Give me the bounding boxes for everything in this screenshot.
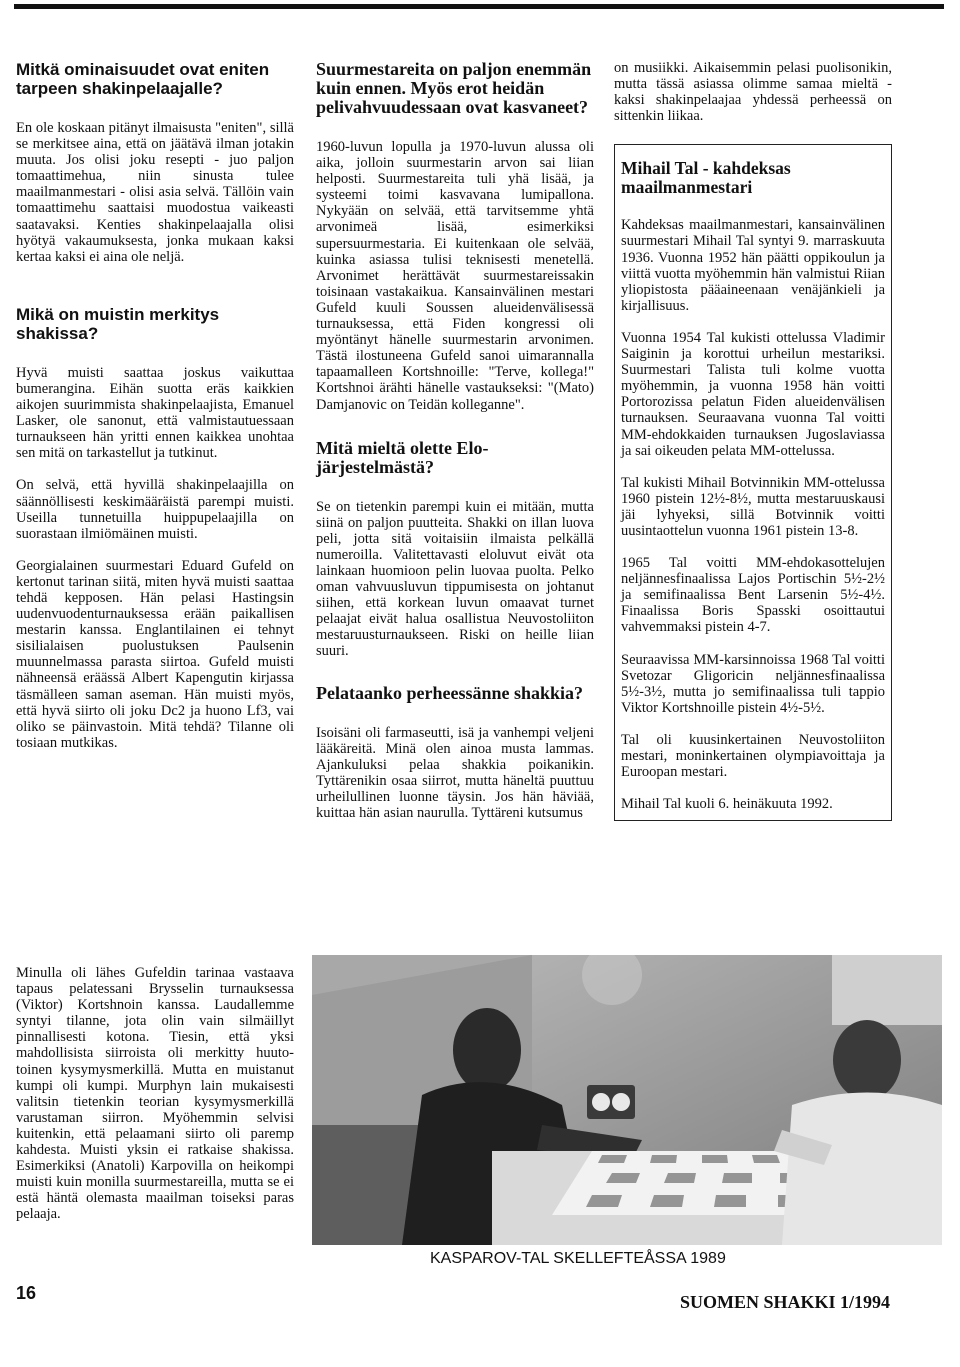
chess-photo xyxy=(312,955,942,1245)
paragraph: Se on tietenkin parempi kuin ei mitään, mutta siinä on paljon puutteita. Shakki on illan luova peli, jotta sitä voitaisiin ilmaista pelkällä numeroilla. Valitettavasti eloluvut eivät ota lainkaan huomioon pelin luovaa puolta. Pelko oman vahvuusluvun tippumisesta on johtanut siihen, että korkean luvun omaavat turnet pelaajat eivät halua osallistua Neuvostoliiton mestaruusturnaukseen. Riski on heille liian suuri. xyxy=(316,498,594,660)
paragraph: Seuraavissa MM-karsinnoissa 1968 Tal voitti Svetozar Gligoricin neljännesfinaalissa 5½-3½, mutta jo semifinaalissa tuli tappio Viktor Kortshnoille pistein 4½-5½. xyxy=(621,651,885,716)
paragraph: Vuonna 1954 Tal kukisti ottelussa Vladimir Saiginin ja korottui urheilun mestariksi. Suurmestari Talista tuli kolme vuotta myöhemmin, ja vuonna 1958 hän voitti Portorozissa pelatun Fiden alueidenvälisen turnauksen. Seuraavana vuonna Tal voitti MM-ehdokkaiden turnauksen Jugoslaviassa ja sai oikeuden pelata MM-ottelussa. xyxy=(621,329,885,459)
paragraph: Mihail Tal kuoli 6. heinäkuuta 1992. xyxy=(621,796,833,813)
paragraph: on musiikki. Aikaisemmin pelasi puolisonikin, mutta tässä asiassa olimme samaa mieltä - kaksi shakinpelaajaa yhdessä perheessä on sittenkin liikaa. xyxy=(614,60,892,125)
top-rule xyxy=(14,4,944,9)
heading-elo: Mitä mieltä olette Elo-järjestelmästä? xyxy=(316,437,489,477)
paragraph: Isoisäni oli farmaseutti, isä ja vanhempi veljeni lääkäreitä. Minä olen ainoa musta lammas. Ajankuluksi pelaa shakkia poikanikin. Tyttärenikin osaa siirrot, mutta häneltä puuttuu urheilullinen luonne täysin. Jos hän häviää, kuittaa hän asian naurulla. Tyttäreni kutsumus xyxy=(316,724,594,821)
paragraph: Tal oli kuusinkertainen Neuvostoliiton mestari, moninkertainen olympiavoittaja ja Euroopan mestari. xyxy=(621,731,885,781)
paragraph: Tal kukisti Mihail Botvinnikin MM-ottelussa 1960 pistein 12½-8½, mutta mestaruuskausi jäi lyhyeksi, sillä Botvinnik voitti uusintaottelun vuonna 1961 pistein 13-8. xyxy=(621,474,885,539)
photo-caption: KASPAROV-TAL SKELLEFTEÅSSA 1989 xyxy=(430,1250,726,1267)
paragraph: 1960-luvun lopulla ja 1970-luvun alussa oli aika, jolloin suurmestarin arvon sai liian helposti. Suurmestareita tuli yhä lisää, ja systeemi toimi kasvavana lumipallona. Nykyään on selvää, että tarvitsemme yhtä arvonimeä lisää, esimerkiksi supersuurmestaria. Ei kuitenkaan ole selvää, kuinka asiassa tulisi teknisesti menetellä. Arvonimet herättävät suurmestareissakin toisinaan vastakaikua. Kansainvälinen mestari Gufeld kuuli Soussen alueidenvälisessä turnauksessa, että Fiden kongressi oli myöntänyt hänelle suurmestarin arvonimen. Tästä ilostuneena Gufeld sanoi uimarannalla tapaamalleen Kortshnoille: "Terve, kollega!" Kortshnoi ärähti hänelle vastaukseksi: "(Mato) Damjanovic on Teidän kolleganne". xyxy=(316,139,594,413)
bio-box-title: Mihail Tal - kahdeksas maailmanmestari xyxy=(621,158,791,198)
heading-family: Pelataanko perheessänne shakkia? xyxy=(316,682,584,703)
heading-qualities: Mitkä ominaisuudet ovat eniten tarpeen shakinpelaajalle? xyxy=(16,60,270,98)
heading-grandmasters: Suurmestareita on paljon enemmän kuin ennen. Myös erot heidän pelivahvuudessaan ovat kasvaneet? xyxy=(316,59,592,117)
column-1 xyxy=(16,60,294,767)
paragraph: 1965 Tal voitti MM-ehdokasottelujen neljännesfinaalissa Lajos Portischin 5½-2½ ja semifinaalissa Bent Larsenin 5½-4½. Finaalissa Boris Spasski osoittautui vahvemmaksi pistein 4-7. xyxy=(621,555,885,636)
paragraph: En ole koskaan pitänyt ilmaisusta "eniten", sillä se merkitsee aina, että on jäätävä ilman jotakin muuta. Jos olisi joku resepti - juo paljon tomaattimehua, niin sinusta tulee maailmanmestari - olisi asia selvä. Tällöin vain tomaattimehu saattaisi muodostua vaikeasti saatavaksi. Kenties shakinpelaajalla olisi hyötyä vakaumuksesta, jonka mukaan kaksi kertaa kaksi ei aina ole neljä. xyxy=(16,120,294,265)
column-1-bottom xyxy=(16,965,294,1239)
column-3 xyxy=(614,60,892,821)
heading-memory: Mikä on muistin merkitys shakissa? xyxy=(16,304,220,343)
photo-illustration xyxy=(312,955,942,1245)
column-2 xyxy=(316,60,594,837)
paragraph: On selvä, että hyvillä shakinpelaajilla on säännöllisesti keskimääräistä parempi muisti. Useilla tunnetuilla huippupelaajilla on suorastaan ilmiömäinen muisti. xyxy=(16,477,294,542)
paragraph: Minulla oli lähes Gufeldin tarinaa vastaava tapaus pelatessani Brysselin turnauksessa (Viktor) Kortshnoin kanssa. Laudallemme syntyi tilanne, jota olin vain silmäillyt pinnallisesti kotona. Tiesin, että yksi mahdollisista siirroista oli merkitty huuto- toinen kysymysmerkillä. Mutta en muistanut kumpi oli kumpi. Murphyn lain mukaisesti valitsin tietenkin teorian kysymysmerkillä varustaman siirron. Myöhemmin selvisi kuitenkin, että pelaamani siirto oli paremp kahdesta. Muisti yksin ei ratkaise shakissa. Esimerkiksi (Anatoli) Karpovilla on heikompi muisti kuin monilla suurmestareilla, mutta se ei estä häntä olemasta maailman toiseksi paras pelaaja. xyxy=(16,965,294,1223)
magazine-issue: SUOMEN SHAKKI 1/1994 xyxy=(679,1292,890,1312)
paragraph: Kahdeksas maailmanmestari, kansainvälinen suurmestari Mihail Tal syntyi 9. marraskuuta 1936. Vuonna 1952 hän päätti oppikoulun ja viittä vuotta myöhemmin hän valmistui Riian yliopistosta pääaineenaan venäjänkieli ja kirjallisuus. xyxy=(621,217,885,314)
page-number: 16 xyxy=(16,1283,37,1303)
tal-bio-box xyxy=(614,144,892,821)
paragraph: Hyvä muisti saattaa joskus vaikuttaa bumerangina. Eihän suotta eräs kaikkien aikojen suurimmista shakinpelaajista, Emanuel Lasker, ole sanonut, että valmistautuessaan turnaukseen hän yritti ennen kaikkea unohtaa sen mitä on tarkastellut ja tutkinut. xyxy=(16,364,294,462)
paragraph: Georgialainen suurmestari Eduard Gufeld on kertonut tarinan siitä, miten hyvä muisti saattaa tehdä kepposen. Hän pelasi Hastingsin uudenvuodenturnauksessa erään paikallisen mestarin kanssa. Englantilainen ei tehnyt sisilialaisen puolustuksen Paulsenin muunnelmassa parasta siirtoa. Gufeld muisti nähneensä eräässä Albert Kapengutin kirjassa täsmälleen saman aseman. Hän muisti myös, että hyvä siirto oli joku Dc2 ja huono Lf3, vai oliko se päinvastoin. Mitä tehdä? Tilanne oli tosiaan mutkikas. xyxy=(16,557,294,751)
